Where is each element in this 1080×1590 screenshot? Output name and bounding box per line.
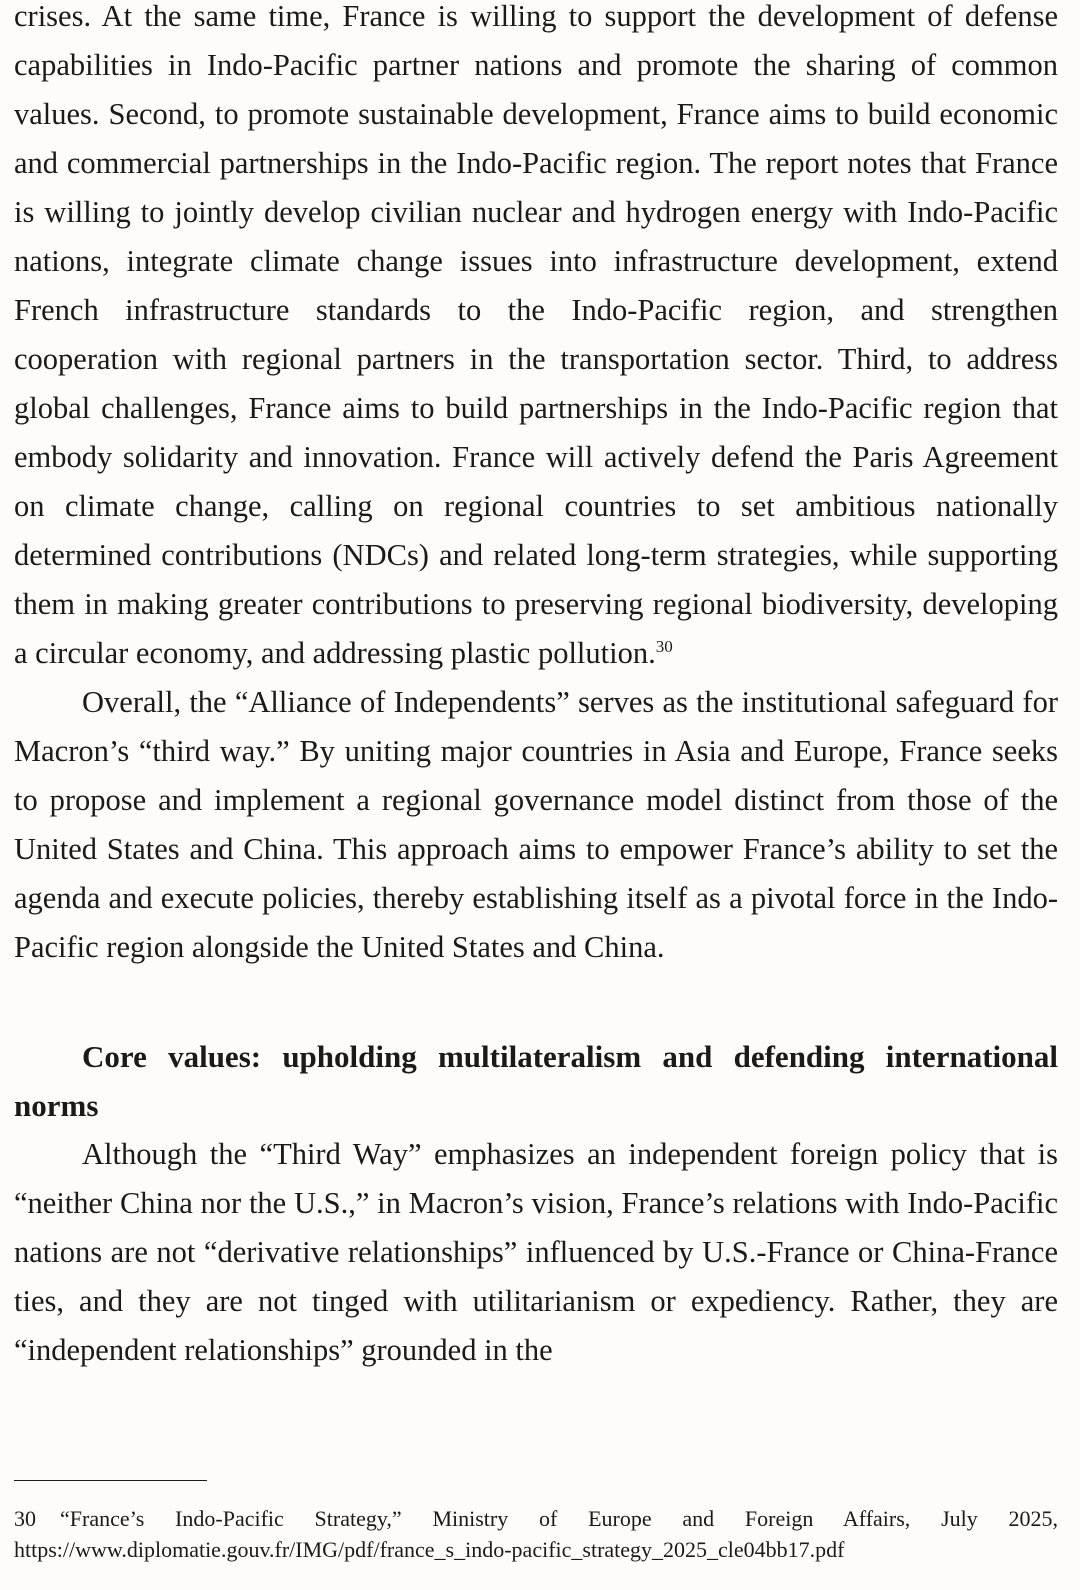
paragraph-continuation (14, 0, 1058, 678)
footnote-reference[interactable]: 30 (655, 636, 673, 656)
document-body (14, 0, 1058, 1375)
paragraph-core-values: Although the “Third Way” emphasizes an independent foreign policy that is “neither China nor the U.S.,” in Macron’s vision, France’s relations with Indo-Pacific nations are not “derivative relationships” influenced by U.S.-France or China-France ties, and they are not tinged with utilitarianism or expediency. Rather, they are “independent relationships” grounded in the (14, 1137, 1058, 1367)
footnote (14, 1503, 1058, 1565)
footnote-divider (14, 1480, 207, 1481)
paragraph-text: crises. At the same time, France is willing to support the development of defense capabilities in Indo-Pacific partner nations and promote the sharing of common values. Second, to promote sustainable development, France aims to build economic and commercial partnerships in the Indo-Pacific region. The report notes that France is willing to jointly develop civilian nuclear and hydrogen energy with Indo-Pacific nations, integrate climate change issues into infrastructure development, extend French infrastructure standards to the Indo-Pacific region, and strengthen cooperation with regional partners in the transportation sector. Third, to address global challenges, France aims to build partnerships in the Indo-Pacific region that embody solidarity and innovation. France will actively defend the Paris Agreement on climate change, calling on regional countries to set ambitious nationally determined contributions (NDCs) and related long-term strategies, while supporting them in making greater contributions to preserving regional biodiversity, developing a circular economy, and addressing plastic pollution. (14, 0, 1058, 670)
footnote-text: “France’s Indo-Pacific Strategy,” Ministry of Europe and Foreign Affairs, July 2025, https://www.diplomatie.gouv.fr/IMG/pdf/france_s_indo-pacific_strategy_2025_cle04bb17.pdf (14, 1506, 1058, 1562)
footnote-number: 30 (14, 1506, 36, 1531)
paragraph-overall: Overall, the “Alliance of Independents” serves as the institutional safeguard for Macron’s “third way.” By uniting major countries in Asia and Europe, France seeks to propose and implement a regional governance model distinct from those of the United States and China. This approach aims to empower France’s ability to set the agenda and execute policies, thereby establishing itself as a pivotal force in the Indo-Pacific region alongside the United States and China. (14, 685, 1058, 964)
section-heading: Core values: upholding multilateralism and defending international norms (14, 1039, 1058, 1123)
